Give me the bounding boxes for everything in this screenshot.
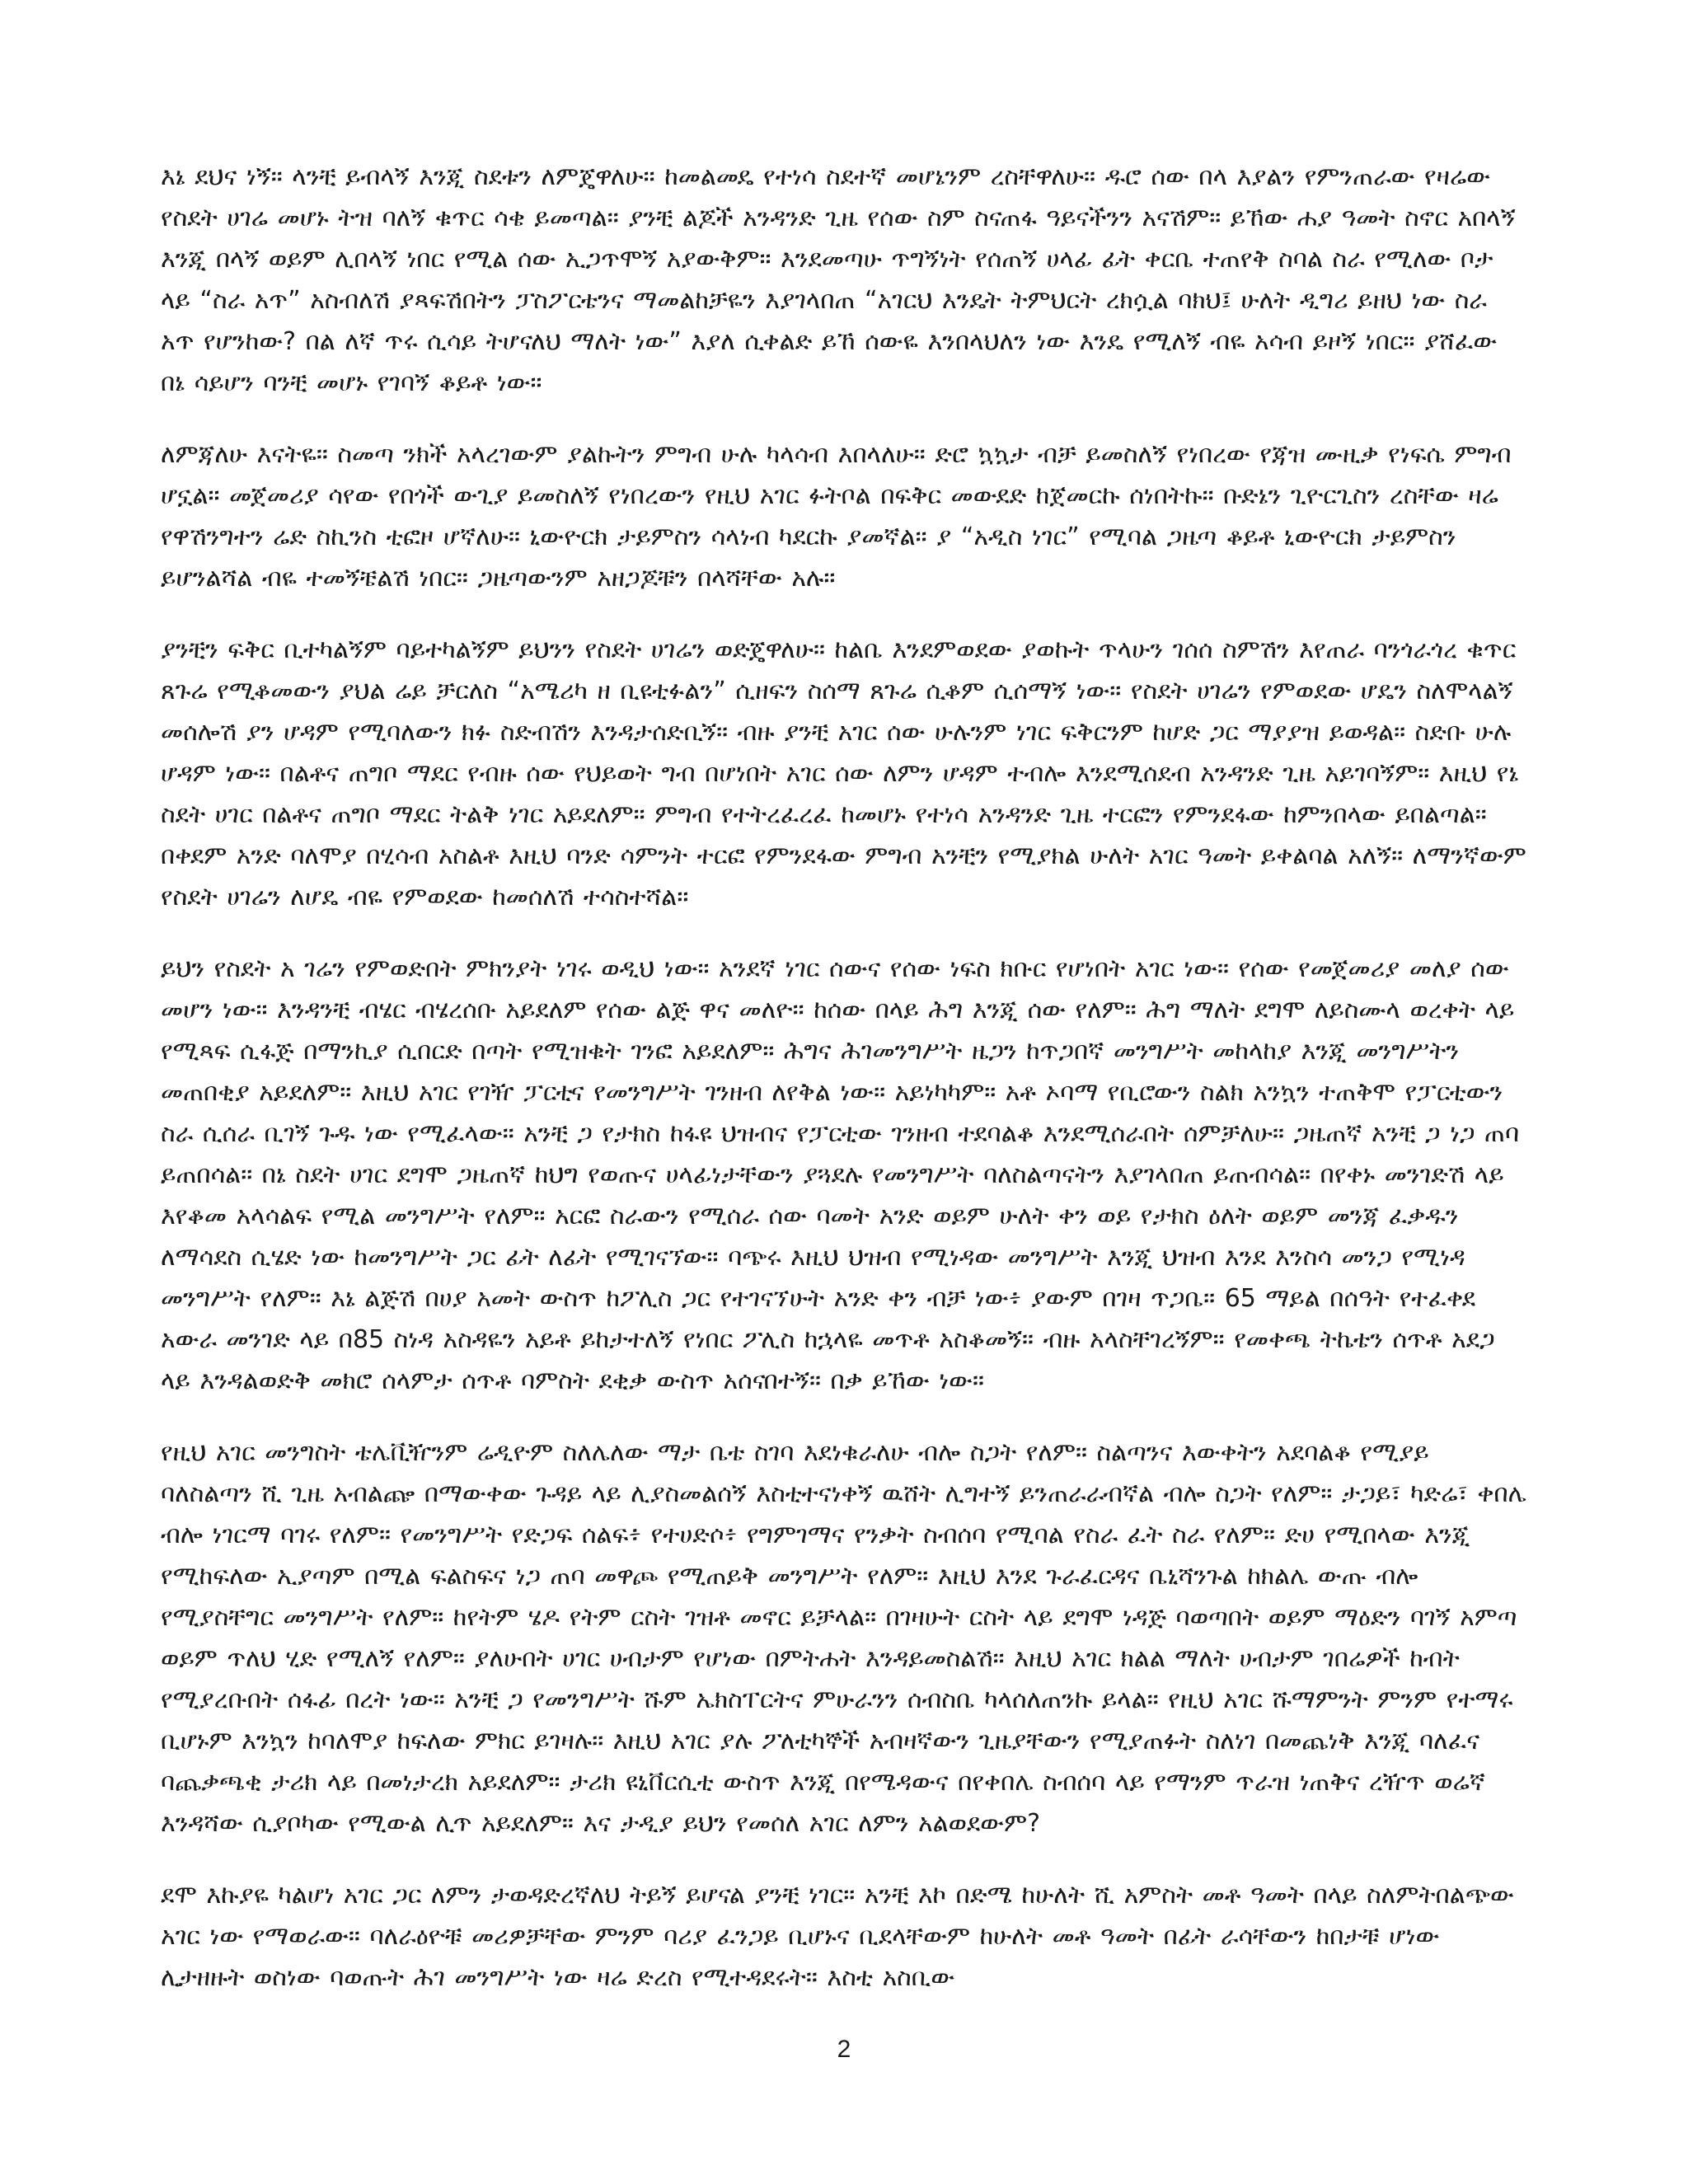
paragraph-4: ይህን የስደት አ ገሬን የምወድበት ምክንያት ነገሩ ወዲህ ነው። አንደኛ ነገር ሰውና የሰው ነፍስ ክቡር የሆነበት አገር ነው። የሰው የመጀመሪያ መለያ ሰው መሆን ነው። እንዳንቺ ብሄር ብሄረሰቡ አይደለም የሰው ልጅ ዋና መለዮ። ከሰው በላይ ሕግ እንጂ ሰው የለም። ሕግ ማለት ደግሞ ለይስሙላ ወረቀት ላይ የሚጻፍ ሲፋጅ በማንኪያ ሲበርድ በጣት የሚዝቁት ገንፎ አይደለም። ሕግና ሕገመንግሥት ዜጋን ከጥጋበኛ መንግሥት መከላከያ እንጂ መንግሥትን መጠበቂያ አይደለም። እዚህ አገር የገዥ ፓርቲና የመንግሥት ገንዘብ ለየቅል ነው። አይነካካም። አቶ ኦባማ የቢሮውን ስልክ አንኳን ተጠቅሞ የፓርቲውን ስራ ሲሰራ ቢገኝ ጉዱ ነው የሚፈላው። አንቺ ጋ የታክስ ከፋዩ ህዝብና የፓርቲው ገንዘብ ተደባልቆ እንደሚሰራበት ሰምቻለሁ። ጋዜጠኛ አንቺ ጋ ነጋ ጠባ ይጠበሳል። በኔ ስደት ሀገር ደግሞ ጋዜጠኛ ከህግ የወጡና ሀላፊነታቸውን ያጓደሉ የመንግሥት ባለስልጣናትን እያገላበጠ ይጠብሳል። በየቀኑ መንገድሽ ላይ እየቆመ አላሳልፍ የሚል መንግሥት የለም። አርፎ ስራውን የሚሰራ ሰው ባመት አንድ ወይም ሁለት ቀን ወይ የታክስ ዕለት ወይም መንጃ ፈቃዱን ለማሳደስ ሲሄድ ነው ከመንግሥት ጋር ፊት ለፊት የሚገናኘው። ባጭሩ እዚህ ህዝብ የሚነዳው መንግሥት እንጂ ህዝብ እንደ እንስሳ መንጋ የሚነዳ መንግሥት የለም። እኔ ልጅሽ በሀያ አመት ውስጥ ከፖሊስ ጋር የተገናኘሁት አንድ ቀን ብቻ ነው፥ ያውም በገዛ ጥጋቤ። 65 ማይል በሰዓት የተፈቀደ አውራ መንገድ ላይ በ85 ስነዳ አስዳዬን አይቶ ይከታተለኝ የነበር ፖሊስ ከኋላዬ መጥቶ አስቆመኝ። ብዙ አላስቸገረኝም። የመቀጫ ትኬቴን ሰጥቶ አደጋ ላይ እንዳልወድቅ መክሮ ሰላምታ ሰጥቶ ባምስት ደቂቃ ውስጥ አሰናበተኝ። በቃ ይኸው ነው።: [161, 954, 1520, 1395]
paragraph-1: እኔ ደህና ነኝ። ላንቺ ይብላኝ እንጂ ስደቱን ለምጄዋለሁ። ከመልመዴ የተነሳ ስደተኛ መሆኔንም ረስቸዋለሁ። ዱሮ ሰው በላ እያልን የምንጠራው የዛሬው የስደት ሀገሬ መሆኑ ትዝ ባለኝ ቁጥር ሳቄ ይመጣል። ያንቺ ልጆች አንዳንድ ጊዜ የሰው ስም ስናጠፋ ዓይናችንን አናሽም። ይኸው ሐያ ዓመት ስኖር አበላኝ እንጂ በላኝ ወይም ሊበላኝ ነበር የሚል ሰው ኢጋጥሞኝ አያውቅም። እንደመጣሁ ጥግኝነት የሰጠኝ ሀላፊ ፊት ቀርቤ ተጠየቅ ስባል ስራ የሚለው ቦታ ላይ “ስራ አጥ” አስብለሽ ያጻፍሽበትን ፓስፖርቴንና ማመልከቻዬን እያገላበጠ “አገርህ እንዴት ትምህርት ረክሷል ባክህ፤ ሁለት ዲግሪ ይዘህ ነው ስራ አጥ የሆንከው? በል ለኛ ጥሩ ሲሳይ ትሆናለህ ማለት ነው” እያለ ሲቀልድ ይኸ ሰውዬ እንበላህለን ነው እንዴ የሚለኝ ብዬ አሳብ ይዞኝ ነበር። ያሸፈው በኔ ሳይሆን ባንቺ መሆኑ የገባኝ ቆይቶ ነው።: [161, 162, 1516, 397]
paragraph-5: የዚህ አገር መንግስት ቴሌቪዥንም ሬዲዮም ስለሌለው ማታ ቤቴ ስገባ እደነቁራለሁ ብሎ ስጋት የለም። ስልጣንና እውቀትን አደባልቆ የሚያይ ባለስልጣን ሺ ጊዜ አብልጬ በማውቀው ጉዳይ ላይ ሊያስመልሰኝ እስቲተናነቀኝ ዉሸት ሊግተኝ ይንጠራራብኛል ብሎ ስጋት የለም። ታጋይ፣ ካድሬ፣ ቀበሌ ብሎ ነገርማ ባገሩ የለም። የመንግሥት የድጋፍ ሰልፍ፥ የተሀድሶ፥ የግምገማና የንቃት ስብሰባ የሚባል የስራ ፈት ስራ የለም። ድሀ የሚበላው እንጂ የሚከፍለው ኢያጣም በሚል ፍልስፍና ነጋ ጠባ መዋጮ የሚጠይቅ መንግሥት የለም። እዚህ እንደ ጉራፈርዳና ቤኒሻንጉል ከክልሌ ውጡ ብሎ የሚያስቸግር መንግሥት የለም። ከየትም ሄዶ የትም ርስት ገዝቶ መኖር ይቻላል። በገዛሁት ርስት ላይ ደግሞ ነዳጅ ባወጣበት ወይም ማዕድን ባገኝ አምጣ ወይም ጥለህ ሂድ የሚለኝ የለም። ያለሁበት ሀገር ሀብታም የሆነው በምትሐት እንዳይመስልሽ። እዚህ አገር ክልል ማለት ሀብታም ገበሬዎች ከብት የሚያረቡበት ሰፋፊ በረት ነው። አንቺ ጋ የመንግሥት ሹም ኤክስፐርትና ምሁራንን ሰብስቤ ካላሰለጠንኩ ይላል። የዚህ አገር ሹማምንት ምንም የተማሩ ቢሆኑም እንኳን ከባለሞያ ከፍለው ምክር ይገዛሉ። እዚህ አገር ያሉ ፖለቲካኞች አብዛኛውን ጊዜያቸውን የሚያጠፉት ስለነገ በመጨነቅ እንጂ ባለፈና ባጨቃጫቂ ታሪክ ላይ በመነታረክ አይደለም። ታሪክ ዩኒቨርሲቲ ውስጥ እንጂ በየሜዳውና በየቀበሌ ስብሰባ ላይ የማንም ጥራዝ ነጠቅና ረዥጥ ወሬኛ እንዳሻው ሲያቦካው የሚውል ሊጥ አይደለም። እና ታዲያ ይህን የመሰለ አገር ለምን አልወደውም?: [161, 1438, 1526, 1838]
paragraph-3: ያንቺን ፍቅር ቢተካልኝም ባይተካልኝም ይህንን የስደት ሀገሬን ወድጄዋለሁ። ከልቤ እንደምወደው ያወኩት ጥላሁን ገሰሰ ስምሽን እየጠራ ባንጎራጎረ ቁጥር ጸጉሬ የሚቆመውን ያህል ሬይ ቻርለስ “አሜሪካ ዘ ቢዩቲፉልን” ሲዘፍን ስሰማ ጸጉሬ ሲቆም ሲሰማኝ ነው። የስደት ሀገሬን የምወደው ሆዴን ስለሞላልኝ መሰሎሽ ያን ሆዳም የሚባለውን ክፉ ስድብሽን እንዳታሰድቢኝ። ብዙ ያንቺ አገር ሰው ሁሉንም ነገር ፍቅርንም ከሆድ ጋር ማያያዝ ይወዳል። ስድቡ ሁሉ ሆዳም ነው። በልቶና ጠግቦ ማደር የብዙ ሰው የህይወት ግብ በሆነበት አገር ሰው ለምን ሆዳም ተብሎ እንደሚሰደብ አንዳንድ ጊዜ አይገባኝም። እዚህ የኔ ስደት ሀገር በልቶና ጠግቦ ማደር ትልቅ ነገር አይደለም። ምግብ የተትረፈረፈ ከመሆኑ የተነሳ አንዳንድ ጊዜ ተርፎን የምንደፋው ከምንበላው ይበልጣል። በቀደም አንድ ባለሞያ በሂሳብ አስልቶ እዚህ ባንድ ሳምንት ተርፎ የምንደፋው ምግብ አንቺን የሚያክል ሁለት አገር ዓመት ይቀልባል አለኝ። ለማንኛውም የስደት ሀገሬን ለሆዴ ብዬ የምወደው ከመሰለሽ ተሳስተሻል።: [161, 635, 1526, 912]
page-number: 2: [837, 2036, 851, 2063]
paragraph-2: ለምጃለሁ እናትዬ። ስመጣ ንክች አላረገውም ያልኩትን ምግብ ሁሉ ካላሳብ እበላለሁ። ድሮ ኳኳታ ብቻ ይመስለኝ የነበረው የጃዝ ሙዚቃ የነፍሴ ምግብ ሆኗል። መጀመሪያ ሳየው የበጎች ውጊያ ይመስለኝ የነበረውን የዚህ አገር ፉትቦል በፍቅር መውደድ ከጀመርኩ ሰነበትኩ። ቡድኔን ጊዮርጊስን ረስቸው ዛሬ የዋሽንግተን ሬድ ስኪንስ ቲፎዞ ሆኛለሁ። ኒውዮርክ ታይምስን ሳላነብ ካደርኩ ያመኛል። ያ “አዲስ ነገር” የሚባል ጋዜጣ ቆይቶ ኒውዮርክ ታይምስን ይሆንልሻል ብዬ ተመኝቼልሽ ነበር። ጋዜጣውንም አዘጋጆቹን በላሻቸው አሉ።: [161, 440, 1512, 593]
document-body: [161, 157, 1529, 2029]
paragraph-6: ደሞ እኩያዬ ካልሆነ አገር ጋር ለምን ታወዳድረኛለህ ትይኝ ይሆናል ያንቺ ነገር። አንቺ እኮ በድሜ ከሁለት ሺ አምስት መቶ ዓመት በላይ ስለምትበልጭው አገር ነው የማወራው። ባለራዕዮቹ መሪዎቻቸው ምንም ባሪያ ፈንጋይ ቢሆኑና ቢደላቸውም ከሁለት መቶ ዓመት በፊት ራሳቸውን ከበታቹ ሆነው ሊታዘዙት ወስነው ባወጡት ሕገ መንግሥት ነው ዛሬ ድረስ የሚተዳደሩት። እስቲ አስቢው: [161, 1881, 1514, 1992]
